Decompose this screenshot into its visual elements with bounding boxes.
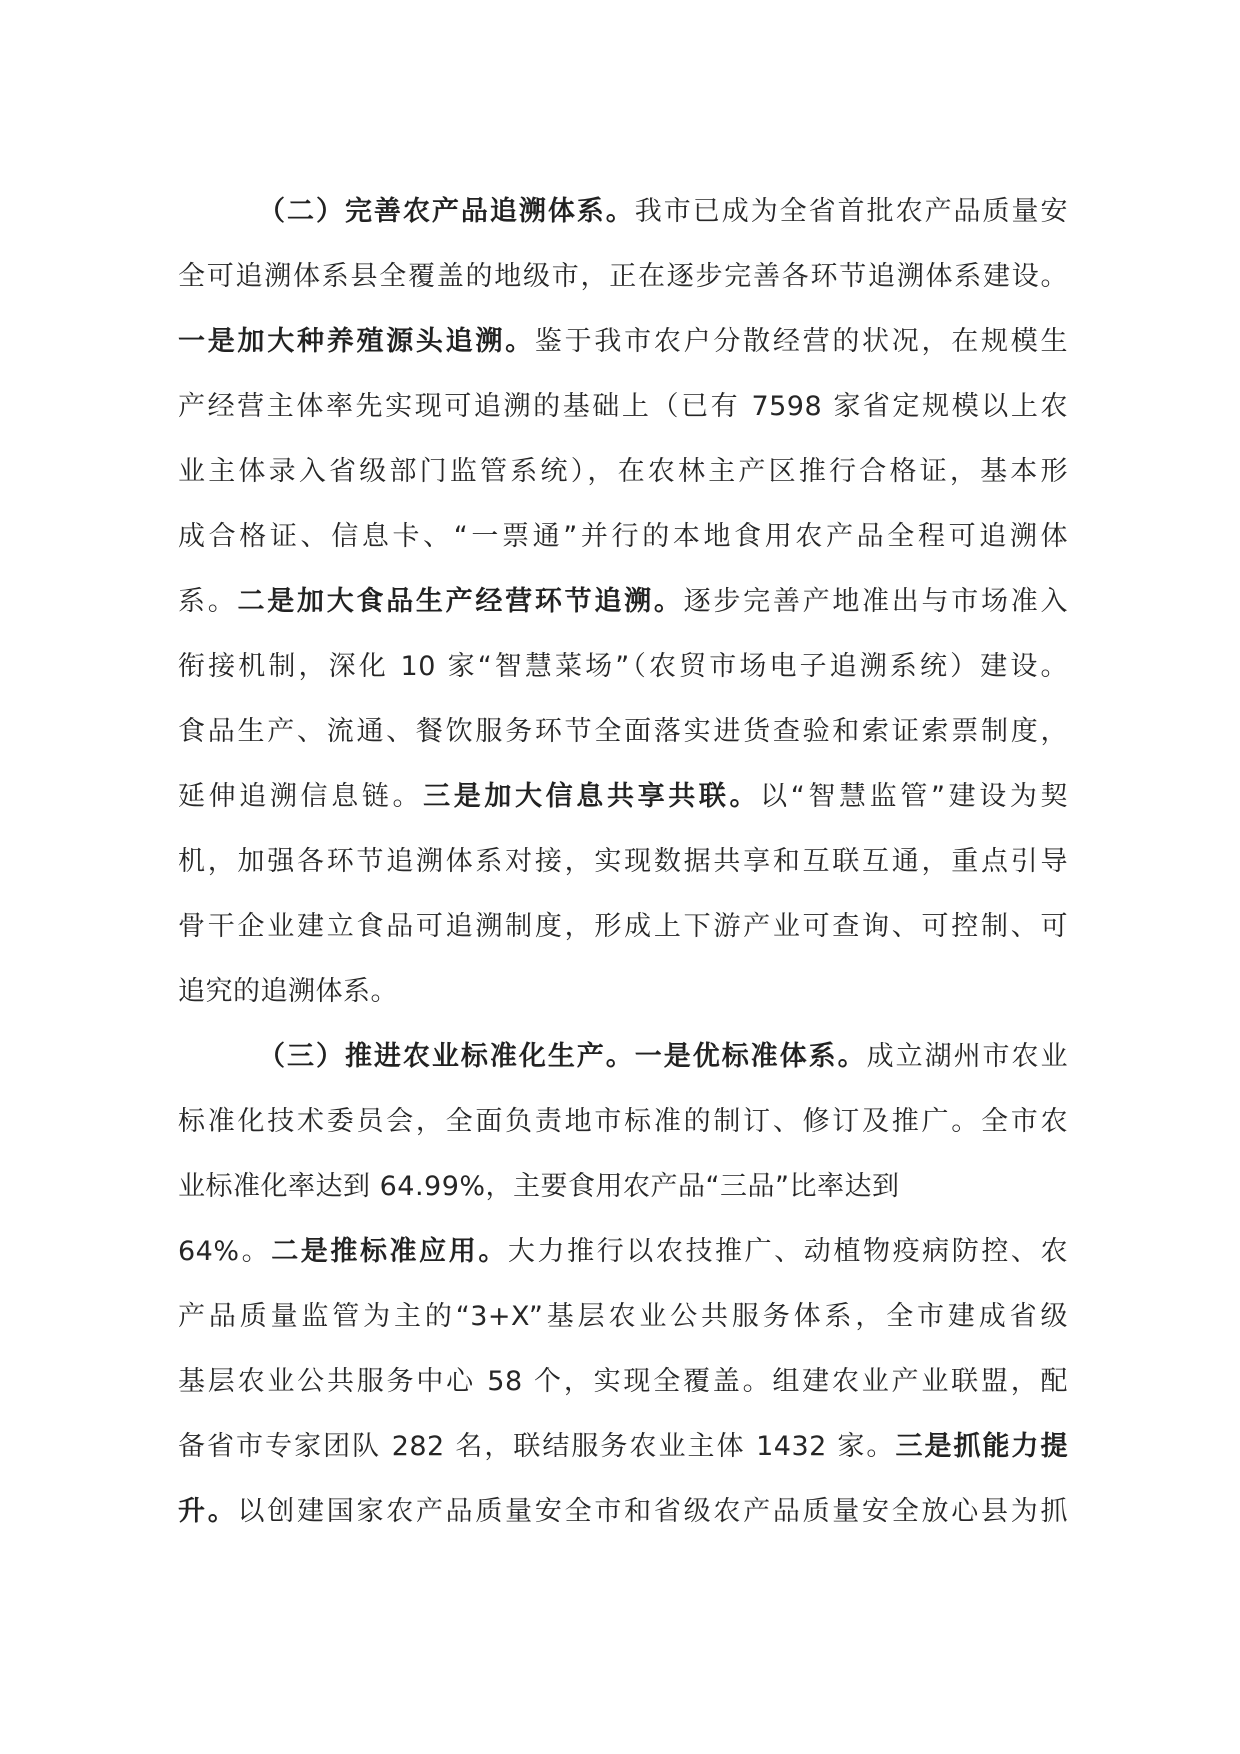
text-run: 大力推行以农技推广、动植物疫病防控、农 bbox=[507, 1236, 1069, 1267]
text-run: 产品质量监管为主的“3+X”基层农业公共服务体系，全市建成省级 bbox=[178, 1301, 1068, 1332]
text-run: 机，加强各环节追溯体系对接，实现数据共享和互联互通，重点引导 bbox=[178, 846, 1068, 877]
text-run: 64%。 bbox=[178, 1236, 272, 1267]
text-run: 业主体录入省级部门监管系统），在农林主产区推行合格证，基本形 bbox=[178, 456, 1068, 487]
text-line bbox=[178, 387, 1068, 427]
bold-text-run: 三是加大信息共享共联。 bbox=[423, 781, 761, 812]
text-run: 逐步完善产地准出与市场准入 bbox=[683, 586, 1069, 617]
text-line bbox=[178, 777, 1068, 817]
text-run: 成立湖州市农业 bbox=[866, 1041, 1069, 1072]
text-line bbox=[178, 972, 1068, 1012]
text-run: 以“智慧监管”建设为契 bbox=[760, 781, 1069, 812]
text-line bbox=[178, 712, 1068, 752]
bold-text-run: 升。 bbox=[178, 1496, 238, 1527]
text-line bbox=[178, 1232, 1068, 1272]
text-line bbox=[178, 907, 1068, 947]
text-run: 全可追溯体系县全覆盖的地级市，正在逐步完善各环节追溯体系建设。 bbox=[178, 261, 1068, 292]
text-run: 业标准化率达到 64.99%，主要食用农产品“三品”比率达到 bbox=[178, 1171, 900, 1202]
text-line bbox=[258, 192, 1068, 232]
text-run: 衔接机制，深化 10 家“智慧菜场”（农贸市场电子追溯系统）建设。 bbox=[178, 651, 1068, 682]
text-run: 延伸追溯信息链。 bbox=[178, 781, 424, 812]
text-run: 食品生产、流通、餐饮服务环节全面落实进货查验和索证索票制度， bbox=[178, 716, 1068, 747]
text-line bbox=[258, 1037, 1068, 1077]
bold-text-run: 二是推标准应用。 bbox=[271, 1236, 508, 1267]
text-line bbox=[178, 322, 1068, 362]
text-run: 系。 bbox=[178, 586, 238, 617]
bold-text-run: （二）完善农产品追溯体系。 bbox=[258, 196, 635, 227]
text-run: 标准化技术委员会，全面负责地市标准的制订、修订及推广。全市农 bbox=[178, 1106, 1068, 1137]
text-line bbox=[178, 1297, 1068, 1337]
bold-text-run: 二是加大食品生产经营环节追溯。 bbox=[237, 586, 684, 617]
text-run: 备省市专家团队 282 名，联结服务农业主体 1432 家。 bbox=[178, 1431, 896, 1462]
text-run: 产经营主体率先实现可追溯的基础上（已有 7598 家省定规模以上农 bbox=[178, 391, 1068, 422]
text-line bbox=[178, 1492, 1068, 1532]
bold-text-run: （三）推进农业标准化生产。一是优标准体系。 bbox=[258, 1041, 867, 1072]
text-run: 追究的追溯体系。 bbox=[178, 976, 398, 1007]
text-run: 基层农业公共服务中心 58 个，实现全覆盖。组建农业产业联盟，配 bbox=[178, 1366, 1068, 1397]
text-run: 骨干企业建立食品可追溯制度，形成上下游产业可查询、可控制、可 bbox=[178, 911, 1068, 942]
text-line bbox=[178, 257, 1068, 297]
text-line bbox=[178, 1427, 1068, 1467]
text-line bbox=[178, 582, 1068, 622]
text-line bbox=[178, 452, 1068, 492]
text-line bbox=[178, 1102, 1068, 1142]
text-line bbox=[178, 1362, 1068, 1402]
text-run: 鉴于我市农户分散经营的状况，在规模生 bbox=[534, 326, 1069, 357]
text-line bbox=[178, 842, 1068, 882]
bold-text-run: 三是抓能力提 bbox=[895, 1431, 1069, 1462]
text-line bbox=[178, 517, 1068, 557]
text-run: 我市已成为全省首批农产品质量安 bbox=[634, 196, 1069, 227]
bold-text-run: 一是加大种养殖源头追溯。 bbox=[178, 326, 535, 357]
text-run: 以创建国家农产品质量安全市和省级农产品质量安全放心县为抓 bbox=[237, 1496, 1069, 1527]
text-line bbox=[178, 647, 1068, 687]
text-run: 成合格证、信息卡、“一票通”并行的本地食用农产品全程可追溯体 bbox=[178, 521, 1068, 552]
text-line bbox=[178, 1167, 1068, 1207]
